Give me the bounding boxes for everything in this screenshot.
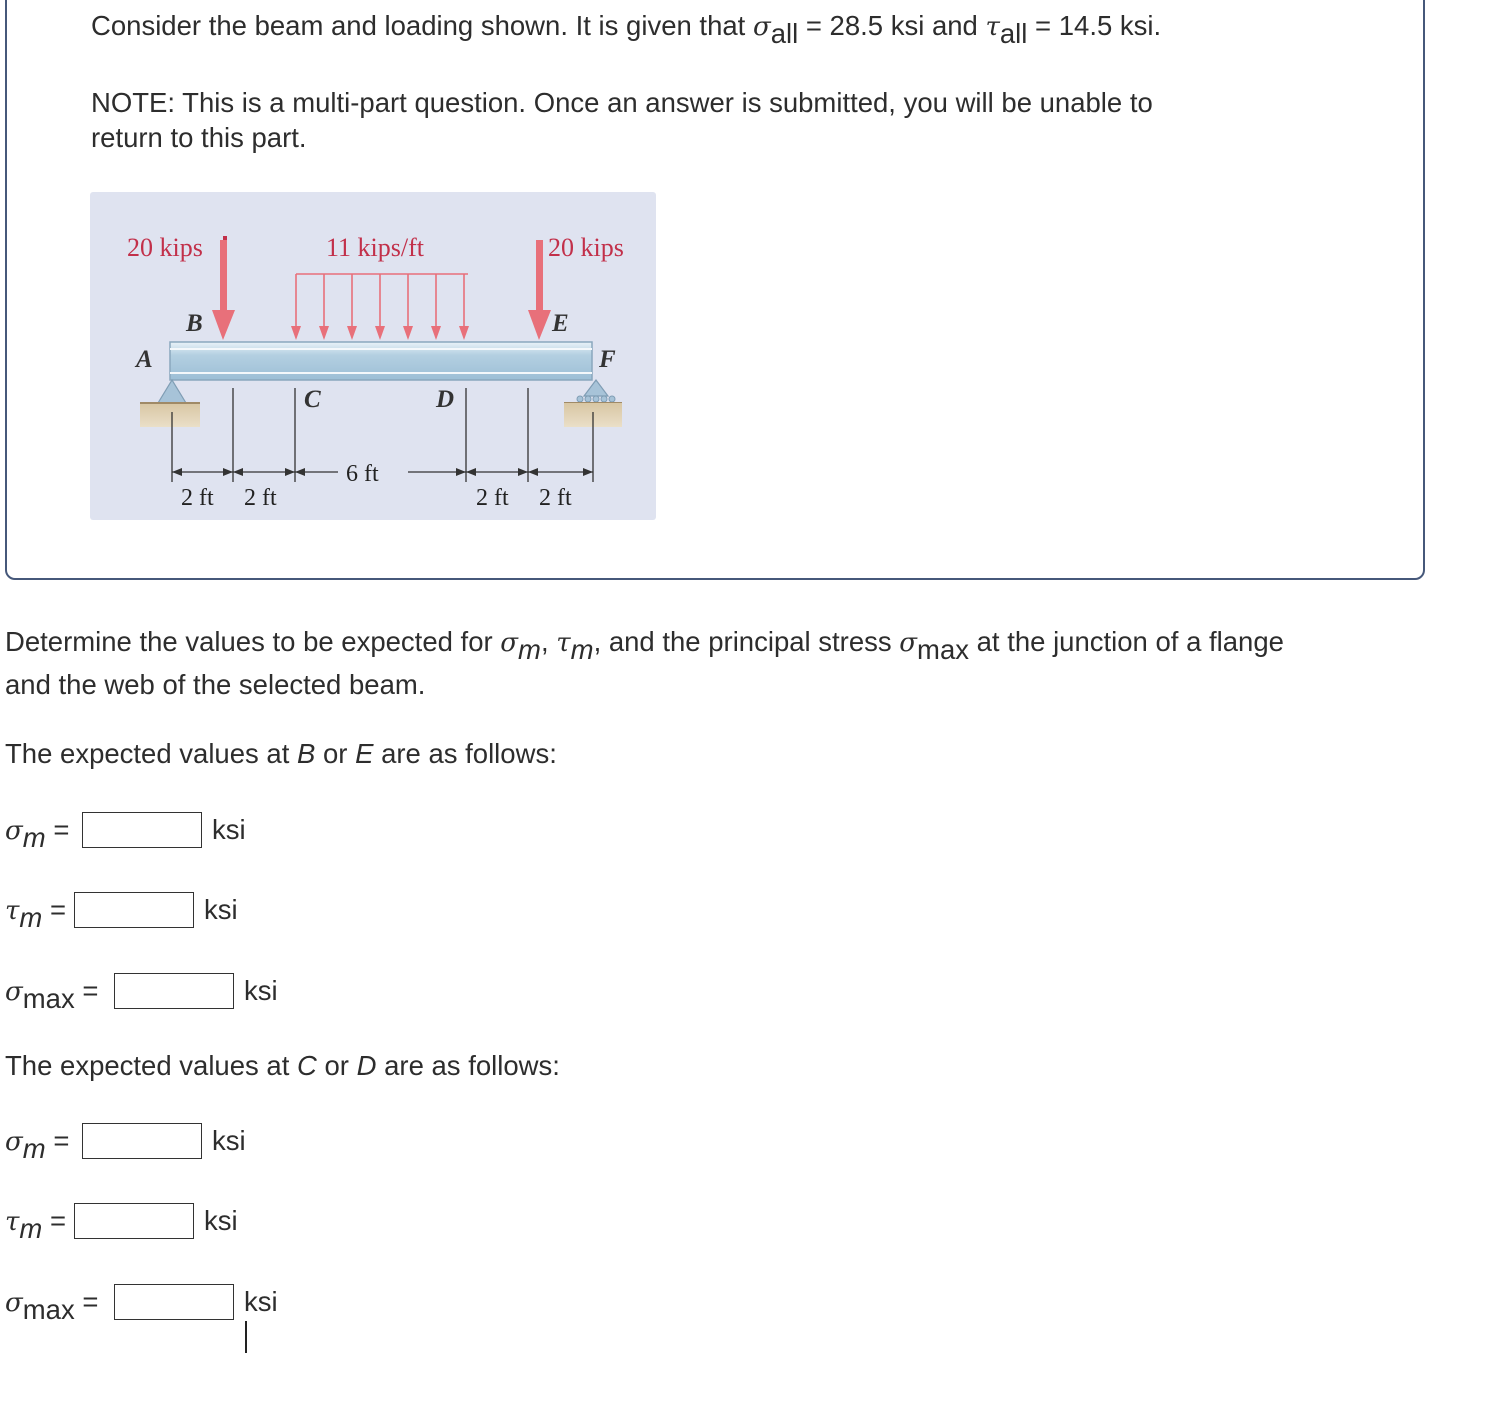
cd-tau-m-unit: ksi [204,1205,238,1236]
sigma-all-value: = 28.5 ksi and [805,10,978,41]
point-load-b-arrow [212,240,235,340]
point-a-label: A [136,346,153,373]
point-e-label: E [552,310,569,337]
unit-text: ksi [244,1286,278,1317]
be-sigma-m-input[interactable] [82,812,202,848]
or-text: or [324,1050,349,1081]
note-line-2: return to this part. [91,122,307,153]
dim-right2-label: 2 ft [539,485,572,511]
cd-tau-m-input[interactable] [74,1203,194,1239]
be-tau-m-input[interactable] [74,892,194,928]
distributed-load-arrows [291,274,469,340]
be-sigma-max-input[interactable] [114,973,234,1009]
cd-sigma-max-unit [244,1284,278,1356]
equals-sign: = [53,814,70,845]
tau-symbol: τ [5,1207,20,1237]
m-subscript: m [19,902,43,933]
question-line-2: and the web of the selected beam. [5,669,426,700]
heading-prefix: The expected values at [5,1050,290,1081]
tau-all-value: = 14.5 ksi. [1035,10,1162,41]
section-cd-heading [5,1048,560,1083]
be-sigma-max-unit: ksi [244,975,278,1006]
heading-suffix: are as follows: [381,738,557,769]
right-point-load-label: 20 kips [548,233,624,262]
left-point-load-label: 20 kips [127,233,203,262]
text-cursor [245,1321,247,1353]
be-sigma-max-label [5,973,99,1014]
section-be-heading [5,736,557,771]
equals-sign: = [49,1205,67,1236]
be-tau-m-label [5,892,67,933]
beam [170,342,592,380]
tau-symbol: τ [5,896,20,926]
dim-right1-label: 2 ft [476,485,509,511]
dim-left1-label: 2 ft [181,485,214,511]
equals-sign: = [49,894,67,925]
cd-sigma-m-unit: ksi [212,1125,246,1156]
question-mid: and the principal stress [608,626,892,657]
sigma-m-symbol: σ [500,628,519,658]
question-line-1: Determine the values to be expected for σm, τm, and the principal stress σmax at the junction of a flange [5,626,1284,665]
point-f-label: F [599,346,616,373]
point-c-ref: C [297,1050,317,1081]
point-d-label: D [436,386,455,413]
distributed-load-label: 11 kips/ft [326,233,424,262]
sigma-symbol: σ [5,1288,23,1318]
question-suffix: at the junction of a flange [976,626,1284,657]
sigma-symbol: σ [5,977,23,1007]
be-tau-m-unit: ksi [204,894,238,925]
max-subscript: max [22,983,75,1014]
dim-mid-label: 6 ft [346,461,379,487]
sigma-max-subscript: max [917,634,969,665]
cd-tau-m-label [5,1203,67,1244]
equals-sign: = [82,975,99,1006]
tau-m-subscript: m [570,634,594,665]
cd-sigma-max-input[interactable] [114,1284,234,1320]
note-line-1: NOTE: This is a multi-part question. Once an answer is submitted, you will be unable to [91,87,1153,118]
or-text: or [322,738,348,769]
be-sigma-m-unit: ksi [212,814,246,845]
point-d-ref: D [356,1050,377,1081]
point-e-ref: E [355,738,374,769]
point-b-ref: B [297,738,316,769]
given-statement [91,8,1162,49]
sigma-symbol: σ [5,1127,23,1157]
cd-sigma-m-input[interactable] [82,1123,202,1159]
dim-left2-label: 2 ft [244,485,277,511]
equals-sign: = [53,1125,70,1156]
tau-m-symbol: τ [556,628,571,658]
sigma-symbol: σ [752,12,771,42]
m-subscript: m [22,822,46,853]
given-text: Consider the beam and loading shown. It is given that [91,10,746,41]
cd-sigma-max-label [5,1284,99,1325]
beam-figure [90,192,656,520]
sigma-m-subscript: m [518,634,541,665]
tau-all-subscript: all [999,18,1028,49]
heading-prefix: The expected values at [5,738,290,769]
cd-sigma-m-label [5,1123,70,1164]
sigma-symbol: σ [5,816,23,846]
question-prefix: Determine the values to be expected for [5,626,493,657]
sigma-max-symbol: σ [899,628,918,658]
be-sigma-m-label [5,812,70,853]
point-b-label: B [186,310,203,337]
pin-support-a [140,380,200,427]
m-subscript: m [22,1133,46,1164]
heading-suffix: are as follows: [384,1050,560,1081]
max-subscript: max [22,1294,75,1325]
point-c-label: C [304,386,321,413]
sigma-all-subscript: all [770,18,799,49]
m-subscript: m [19,1213,43,1244]
equals-sign: = [82,1286,99,1317]
tau-symbol: τ [985,12,1000,42]
